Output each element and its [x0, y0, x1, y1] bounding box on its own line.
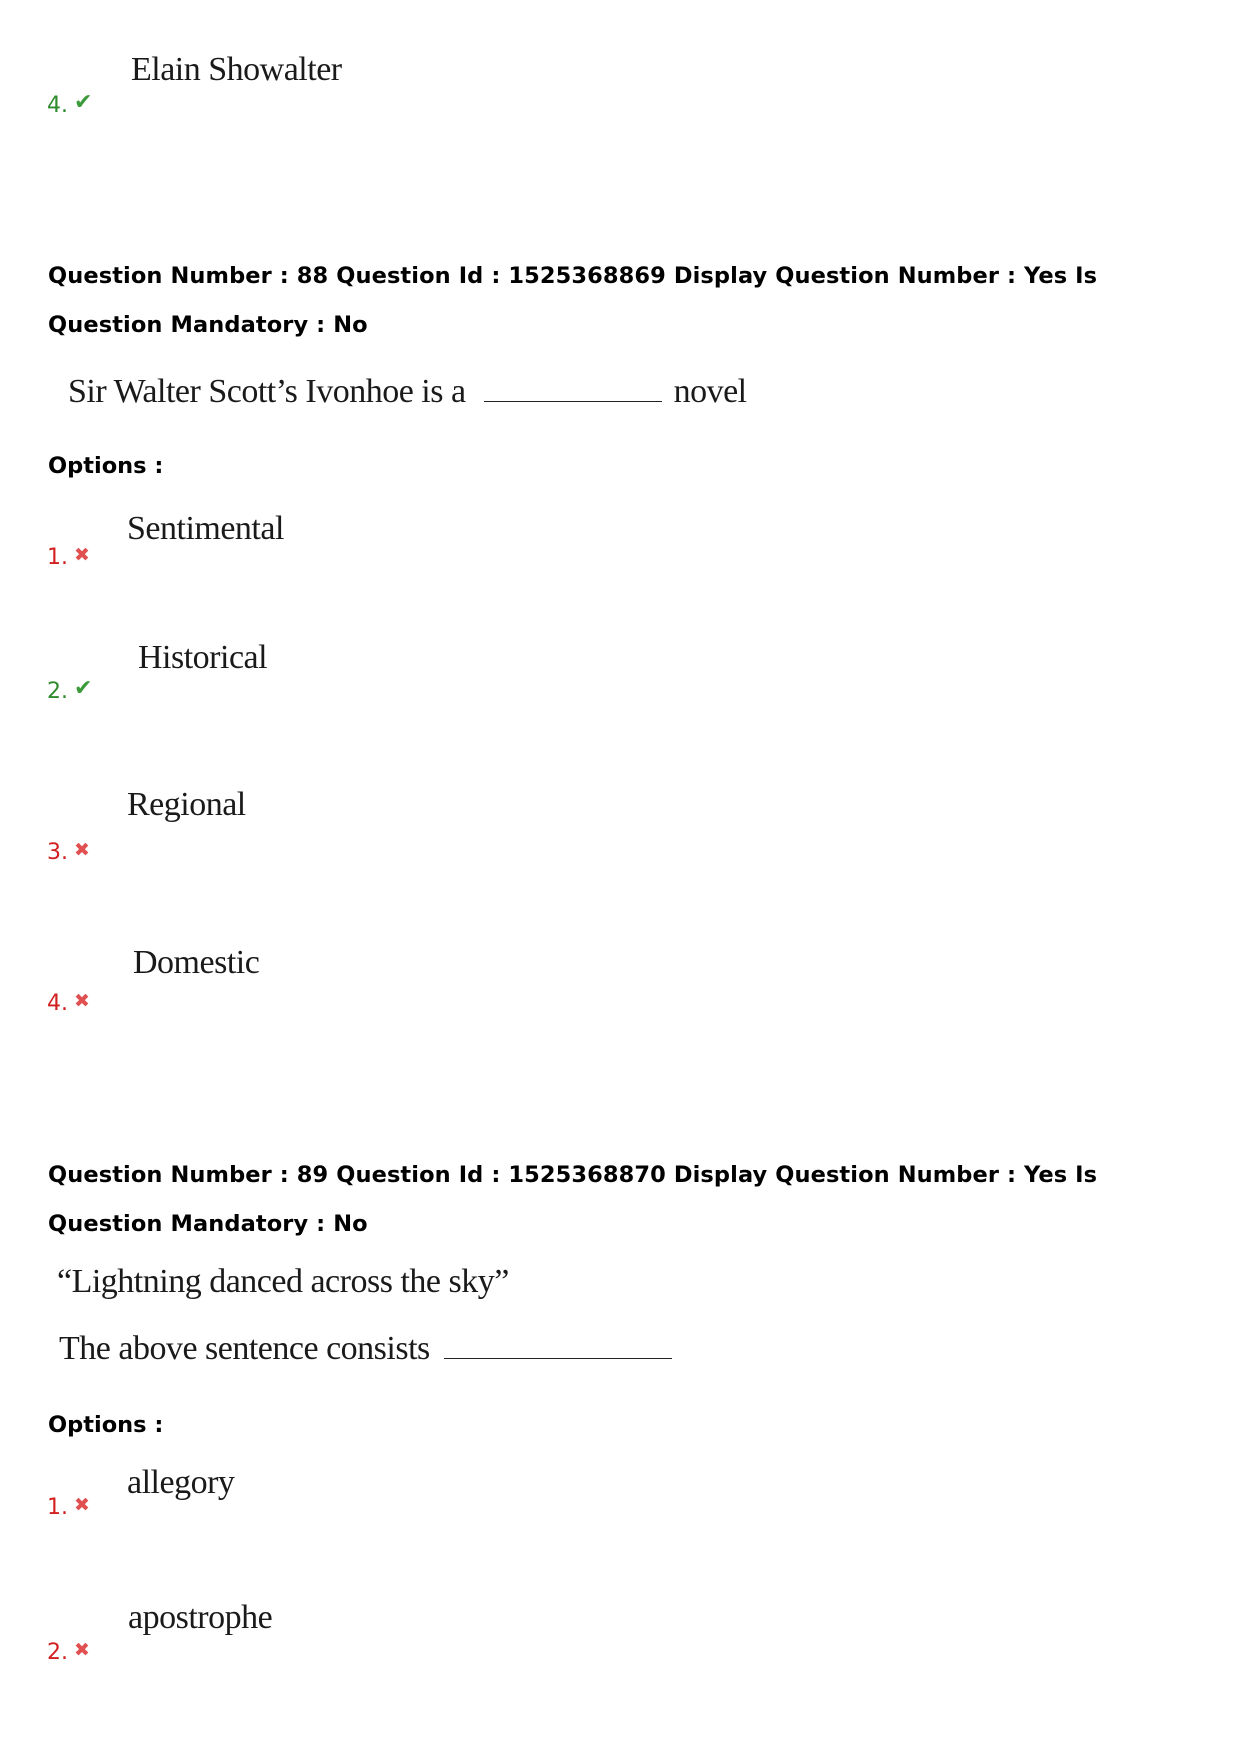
- question-88-header: Question Number : 88 Question Id : 1525368869 Display Question Number : Yes Is Question Mandatory : No: [48, 263, 1098, 338]
- cross-icon: ✖: [74, 544, 90, 566]
- q88-option-3-marker: [47, 840, 90, 866]
- cross-icon: ✖: [74, 990, 90, 1012]
- q88-option-4-text: Domestic: [133, 944, 260, 981]
- question-88-text-before: Sir Walter Scott’s Ivonhoe is a: [68, 373, 466, 410]
- option-number: 3.: [47, 840, 68, 865]
- question-88-options-label: Options :: [48, 453, 164, 479]
- check-icon: ✔: [74, 676, 93, 701]
- question-89-blank: [444, 1357, 672, 1359]
- cross-icon: ✖: [74, 1639, 90, 1661]
- q88-option-2-text: Historical: [138, 639, 268, 676]
- option-number: 4.: [47, 991, 68, 1016]
- question-88-blank: [484, 400, 662, 402]
- q89-option-1-marker: [47, 1495, 90, 1521]
- option-number: 1.: [47, 545, 68, 570]
- question-89-options-label: Options :: [48, 1412, 164, 1438]
- question-89-text-before: The above sentence consists: [59, 1330, 430, 1367]
- option-number: 2.: [47, 1640, 68, 1665]
- check-icon: ✔: [74, 90, 93, 115]
- question-88-text: [68, 372, 747, 412]
- q88-option-1-text: Sentimental: [127, 510, 284, 547]
- option-number: 1.: [47, 1495, 68, 1520]
- q88-option-4-marker: [47, 991, 90, 1017]
- question-89-quote: “Lightning danced across the sky”: [57, 1263, 509, 1300]
- question-88-text-after: novel: [673, 373, 747, 410]
- cross-icon: ✖: [74, 1494, 90, 1516]
- question-89-text: [59, 1329, 672, 1369]
- q88-option-2-marker: [47, 676, 93, 705]
- option-number: 4.: [47, 93, 68, 118]
- cross-icon: ✖: [74, 839, 90, 861]
- q89-option-2-marker: [47, 1640, 90, 1666]
- q88-option-1-marker: [47, 545, 90, 571]
- q89-option-1-text: allegory: [127, 1464, 235, 1501]
- question-89-header: Question Number : 89 Question Id : 1525368870 Display Question Number : Yes Is Question Mandatory : No: [48, 1162, 1098, 1237]
- prev-q-option-4-text: Elain Showalter: [131, 51, 342, 88]
- prev-q-option-4-marker: [47, 90, 93, 119]
- q89-option-2-text: apostrophe: [128, 1599, 273, 1636]
- q88-option-3-text: Regional: [127, 786, 246, 823]
- option-number: 2.: [47, 679, 68, 704]
